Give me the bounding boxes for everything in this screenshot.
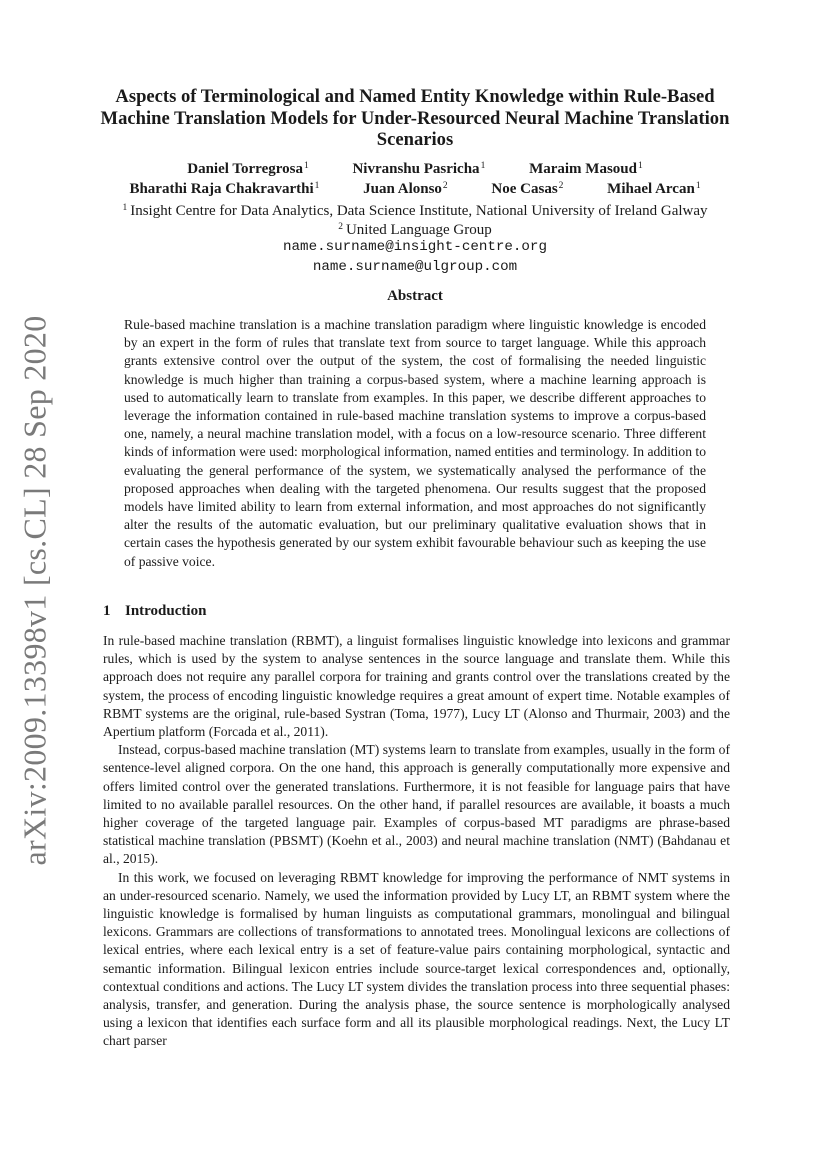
author-name: Nivranshu Pasricha bbox=[352, 161, 480, 177]
author bbox=[529, 157, 643, 179]
author-affiliation-mark: 1 bbox=[695, 181, 701, 191]
affiliation bbox=[80, 218, 750, 240]
affiliation-mark: 2 bbox=[338, 222, 343, 232]
author-name: Mihael Arcan bbox=[607, 181, 695, 197]
introduction-body bbox=[103, 632, 730, 1051]
affiliation-mark: 1 bbox=[122, 203, 128, 213]
author bbox=[352, 157, 485, 179]
author-name: Noe Casas bbox=[491, 181, 558, 197]
author-affiliation-mark: 1 bbox=[637, 161, 643, 171]
author-list-row-1 bbox=[95, 157, 735, 179]
author-name: Juan Alonso bbox=[363, 181, 442, 197]
paragraph: In rule-based machine translation (RBMT), a linguist formalises linguistic knowledge into lexicons and grammar rules, which is used by the system to analyse sentences in the source language and translate them. While this approach does not require any parallel corpora for training and grants control over the translations created by the system, the process of encoding linguistic knowledge requires a great amount of expert time. Notable examples of RBMT systems are the original, rule-based Systran (Toma, 1977), Lucy LT (Alonso and Thurmair, 2003) and the Apertium platform (Forcada et al., 2011). bbox=[103, 633, 730, 740]
email-address[interactable]: name.surname@ulgroup.com bbox=[312, 259, 518, 275]
author bbox=[363, 177, 448, 199]
author-affiliation-mark: 2 bbox=[442, 181, 448, 191]
paper-title: Aspects of Terminological and Named Entity Knowledge within Rule-Based Machine Translation Models for Under-Resourced Neural Machine Translation Scenarios bbox=[100, 86, 730, 150]
arxiv-stamp-text: arXiv:2009.13398v1 [cs.CL] 28 Sep 2020 bbox=[16, 314, 53, 866]
author-affiliation-mark: 1 bbox=[480, 161, 486, 171]
abstract-heading: Abstract bbox=[387, 288, 443, 304]
affiliation-text: United Language Group bbox=[345, 222, 492, 238]
abstract-text: Rule-based machine translation is a machine translation paradigm where linguistic knowledge is encoded by an expert in the form of rules that translate text from source to target language. While this approach grants extensive control over the output of the system, the cost of formalising the needed linguistic knowledge is much higher than training a corpus-based system, where a machine learning approach is used to automatically learn to translate from examples. In this paper, we describe different approaches to leverage the information contained in rule-based machine translation systems to improve a corpus-based one, namely, a neural machine translation model, with a focus on a low-resource scenario. Three different kinds of information were used: morphological information, named entities and terminology. In addition to evaluating the general performance of the system, we systematically analysed the performance of the proposed approaches when dealing with the targeted phenomena. Our results suggest that the proposed models have limited ability to learn from external information, and most approaches do not significantly alter the results of the automatic evaluation, but our preliminary qualitative evaluation shows that in certain cases the hypothesis generated by our system exhibit favourable behaviour such as keeping the use of passive voice. bbox=[124, 317, 706, 569]
author-affiliation-mark: 1 bbox=[314, 181, 320, 191]
affiliation-text: Insight Centre for Data Analytics, Data Science Institute, National University of Ireland Galway bbox=[130, 203, 708, 219]
author-affiliation-mark: 1 bbox=[303, 161, 309, 171]
paragraph: In this work, we focused on leveraging RBMT knowledge for improving the performance of NMT systems in an under-resourced scenario. Namely, we used the information provided by Lucy LT, an RBMT system where the linguistic knowledge is formalised by human linguists as computational grammars, monolingual and bilingual lexicons. Grammars are collections of transformations to annotated trees. Monolingual lexicons are collections of lexical entries, where each lexical entry is a set of feature-value pairs containing morphological, syntactic and semantic information. Bilingual lexicon entries include source-target lexical correspondences and, optionally, contextual conditions and actions. The Lucy LT system divides the translation process into three sequential phases: analysis, transfer, and generation. During the analysis phase, the source sentence is morphologically analysed using a lexicon that identifies each surface form and all its plausible morphological readings. Next, the Lucy LT chart parser bbox=[103, 869, 730, 1049]
section-title: Introduction bbox=[125, 603, 207, 619]
section-number: 1 bbox=[103, 603, 111, 619]
author-name: Daniel Torregrosa bbox=[187, 161, 303, 177]
section-heading bbox=[103, 603, 206, 620]
author-list-row-2 bbox=[95, 177, 735, 199]
author-name: Maraim Masoud bbox=[529, 161, 637, 177]
paragraph: Instead, corpus-based machine translation (MT) systems learn to translate from examples, usually in the form of sentence-level aligned corpora. On the one hand, this approach is generally computationally more expensive and offers limited control over the generated translations. Furthermore, it is not feasible for language pairs that have limited to no available parallel resources. On the other hand, if parallel resources are available, it boasts a much higher coverage of the targeted language pair. Examples of corpus-based MT paradigms are phrase-based statistical machine translation (PBSMT) (Koehn et al., 2003) and neural machine translation (NMT) (Bahdanau et al., 2015). bbox=[103, 742, 730, 867]
email-address[interactable]: name.surname@insight-centre.org bbox=[283, 239, 547, 255]
author-affiliation-mark: 2 bbox=[558, 181, 564, 191]
author-name: Bharathi Raja Chakravarthi bbox=[129, 181, 314, 197]
author bbox=[187, 157, 308, 179]
arxiv-margin-stamp bbox=[2, 314, 68, 866]
author bbox=[491, 177, 563, 199]
author bbox=[129, 177, 319, 199]
author bbox=[607, 177, 700, 199]
